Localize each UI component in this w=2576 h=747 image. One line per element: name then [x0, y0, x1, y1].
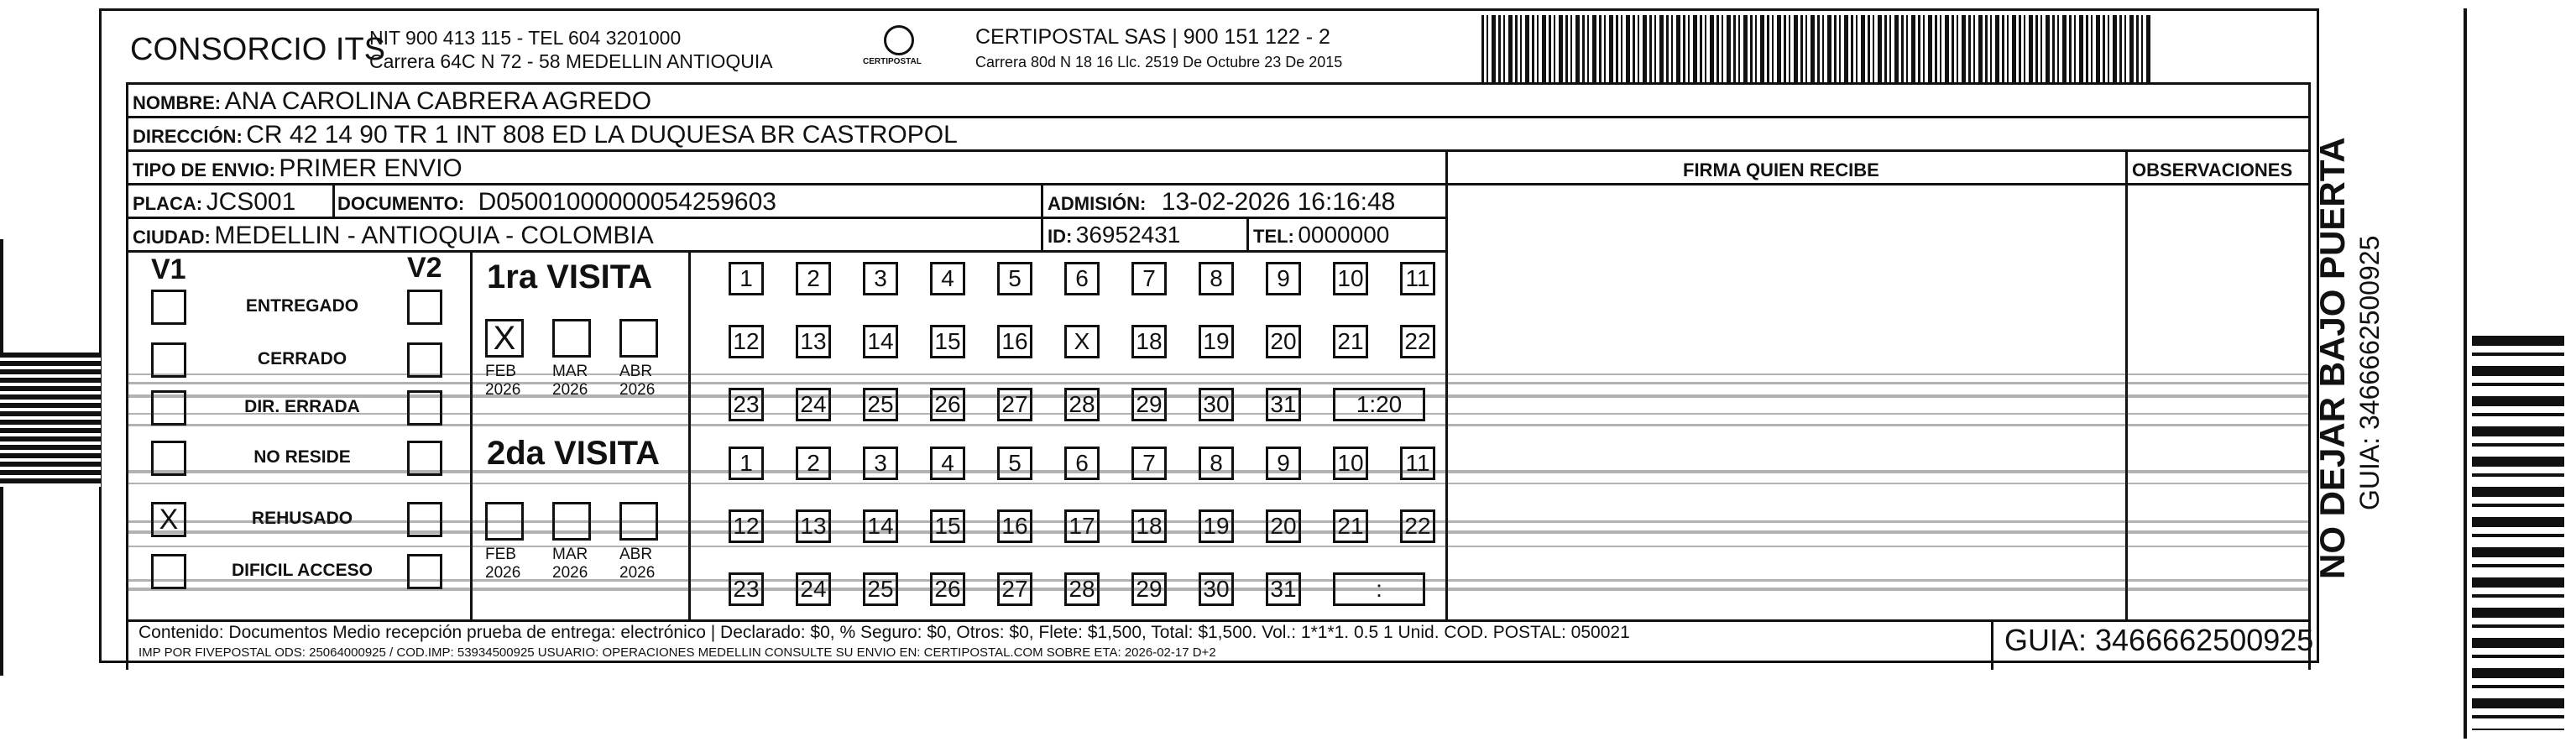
day-box[interactable]: 1	[729, 262, 764, 295]
tel-label: TEL:	[1253, 226, 1294, 247]
month-label: FEB	[485, 546, 516, 563]
day-box[interactable]: 5	[997, 447, 1032, 480]
plate-label: PLACA:	[133, 193, 203, 214]
company-info-1: NIT 900 413 115 - TEL 604 3201000	[369, 27, 682, 49]
v2-checkbox[interactable]	[407, 342, 442, 378]
city-value: MEDELLIN - ANTIOQUIA - COLOMBIA	[214, 222, 654, 249]
month-label: FEB	[485, 363, 516, 380]
day-box[interactable]: 24	[796, 388, 831, 421]
day-box[interactable]: 26	[930, 388, 965, 421]
status-option-label: CERRADO	[257, 349, 347, 368]
day-box[interactable]: 9	[1266, 447, 1301, 480]
day-box[interactable]: X	[1064, 325, 1100, 358]
year-label: 2026	[619, 381, 656, 399]
day-box[interactable]: 10	[1333, 262, 1368, 295]
tel-value: 0000000	[1298, 222, 1390, 248]
year-label: 2026	[485, 381, 521, 399]
recipient-address: CR 42 14 90 TR 1 INT 808 ED LA DUQUESA BR CASTROPOL	[246, 121, 958, 149]
day-box[interactable]: 19	[1199, 325, 1234, 358]
day-box[interactable]: 12	[729, 325, 764, 358]
day-box[interactable]: 23	[729, 572, 764, 606]
id-value: 36952431	[1075, 222, 1181, 248]
day-box[interactable]: 17	[1064, 509, 1100, 543]
v2-checkbox[interactable]	[407, 554, 442, 589]
status-option-label: DIFICIL ACCESO	[231, 561, 373, 580]
v1-checkbox[interactable]	[151, 342, 186, 378]
day-box[interactable]: 16	[997, 509, 1032, 543]
month-label: ABR	[619, 546, 653, 563]
day-box[interactable]: 2	[796, 262, 831, 295]
visit2-title: 2da VISITA	[487, 435, 660, 472]
status-option-label: DIR. ERRADA	[244, 397, 360, 416]
day-box[interactable]: 8	[1199, 447, 1234, 480]
recipient-name: ANA CAROLINA CABRERA AGREDO	[224, 87, 652, 115]
scan-artifact-left	[0, 353, 101, 487]
plate-value: JCS001	[206, 188, 296, 216]
document-label: DOCUMENTO:	[337, 193, 465, 214]
scan-line	[126, 382, 2308, 384]
company-name: CONSORCIO ITS	[130, 32, 386, 67]
barcode	[1481, 15, 2153, 82]
day-box[interactable]: 6	[1064, 447, 1100, 480]
year-label: 2026	[619, 564, 656, 582]
scan-line	[126, 424, 2308, 426]
day-box[interactable]: 25	[863, 388, 898, 421]
shipment-type: PRIMER ENVIO	[279, 154, 462, 182]
day-box[interactable]: 13	[796, 509, 831, 543]
name-label: NOMBRE:	[133, 92, 222, 113]
scan-line	[126, 394, 2308, 398]
month-label: MAR	[552, 363, 588, 380]
day-box[interactable]: 31	[1266, 572, 1301, 606]
v1-checkbox[interactable]	[151, 554, 186, 589]
scan-line	[126, 530, 2308, 534]
day-box[interactable]: 21	[1333, 509, 1368, 543]
status-option-label: REHUSADO	[251, 509, 353, 528]
day-box[interactable]: 30	[1199, 572, 1234, 606]
year-label: 2026	[552, 564, 588, 582]
scan-line	[126, 546, 2308, 547]
day-box[interactable]: 22	[1400, 509, 1435, 543]
day-box[interactable]: 27	[997, 388, 1032, 421]
company-info-2: Carrera 64C N 72 - 58 MEDELLIN ANTIOQUIA	[369, 50, 773, 72]
day-box[interactable]: 30	[1199, 388, 1234, 421]
scan-line	[126, 520, 2308, 523]
status-option-label: ENTREGADO	[245, 296, 359, 316]
city-label: CIUDAD:	[133, 227, 211, 248]
day-box[interactable]: 3	[863, 262, 898, 295]
document-value: D05001000000054259603	[478, 188, 776, 216]
day-box[interactable]: 29	[1131, 388, 1167, 421]
scan-line	[126, 374, 2308, 375]
day-box[interactable]: 11	[1400, 262, 1435, 295]
scan-line	[126, 470, 2308, 473]
day-box[interactable]: 18	[1131, 509, 1167, 543]
month-checkbox[interactable]	[552, 319, 591, 358]
address-label: DIRECCIÓN:	[133, 126, 243, 147]
status-option-label: NO RESIDE	[253, 447, 351, 467]
month-checkbox[interactable]: X	[485, 319, 524, 358]
day-box[interactable]: 28	[1064, 572, 1100, 606]
month-label: ABR	[619, 363, 653, 380]
day-box[interactable]: 29	[1131, 572, 1167, 606]
day-box[interactable]: 18	[1131, 325, 1167, 358]
day-box[interactable]: 31	[1266, 388, 1301, 421]
day-box[interactable]: 7	[1131, 447, 1167, 480]
admission-label: ADMISIÓN:	[1048, 193, 1147, 214]
day-box[interactable]: 25	[863, 572, 898, 606]
day-box[interactable]: 23	[729, 388, 764, 421]
no-dejar-warning: NO DEJAR BAJO PUERTA	[2312, 137, 2352, 579]
admission-value: 13-02-2026 16:16:48	[1161, 188, 1396, 216]
day-box[interactable]: 27	[997, 572, 1032, 606]
footer-print-info: IMP POR FIVEPOSTAL ODS: 25064000925 / COD.IMP: 53934500925 USUARIO: OPERACIONES MEDELLIN CONSULTE SU ENVIO EN: CERTIPOSTAL.COM SOBRE ETA: 2026-02-17 D+2	[138, 645, 1216, 660]
carrier-name: CERTIPOSTAL SAS | 900 151 122 - 2	[975, 25, 1330, 49]
scan-line	[126, 588, 2308, 591]
scan-line	[126, 413, 2308, 415]
day-box[interactable]: 13	[796, 325, 831, 358]
month-checkbox[interactable]	[619, 319, 658, 358]
day-box[interactable]: 16	[997, 325, 1032, 358]
day-box[interactable]: 20	[1266, 325, 1301, 358]
observations-header: OBSERVACIONES	[2132, 159, 2293, 180]
scan-artifact-right	[2472, 336, 2564, 730]
day-box[interactable]: 26	[930, 572, 965, 606]
certipostal-logo-icon	[884, 25, 914, 55]
side-guia: GUIA: 3466662500925	[2354, 235, 2385, 510]
day-box[interactable]: 22	[1400, 325, 1435, 358]
day-box[interactable]: 8	[1199, 262, 1234, 295]
year-label: 2026	[552, 381, 588, 399]
day-box[interactable]: 24	[796, 572, 831, 606]
day-box[interactable]: 5	[997, 262, 1032, 295]
visit1-title: 1ra VISITA	[487, 259, 653, 295]
day-box[interactable]: 6	[1064, 262, 1100, 295]
day-box[interactable]: :	[1333, 572, 1425, 606]
day-box[interactable]: 12	[729, 509, 764, 543]
shipment-type-label: TIPO DE ENVIO:	[133, 159, 275, 180]
day-box[interactable]: 19	[1199, 509, 1234, 543]
signature-header: FIRMA QUIEN RECIBE	[1683, 159, 1879, 180]
logo-caption: CERTIPOSTAL	[863, 57, 922, 66]
right-edge-border	[2464, 8, 2467, 739]
carrier-info: Carrera 80d N 18 16 Llc. 2519 De Octubre 23 De 2015	[975, 54, 1343, 71]
scan-line	[126, 579, 2308, 582]
v2-header: V2	[407, 252, 442, 284]
day-box[interactable]: 14	[863, 325, 898, 358]
day-box[interactable]: 1	[729, 447, 764, 480]
day-box[interactable]: 15	[930, 509, 965, 543]
v1-header: V1	[151, 253, 186, 285]
v1-checkbox[interactable]: X	[151, 502, 186, 537]
v1-checkbox[interactable]	[151, 290, 186, 325]
day-box[interactable]: 9	[1266, 262, 1301, 295]
footer-content: Contenido: Documentos Medio recepción prueba de entrega: electrónico | Declarado: $0, % Seguro: $0, Otros: $0, Flete: $1,500, Total: $1,500. Vol.: 1*1*1. 0.5 1 Unid. COD. POSTAL: 050021	[138, 623, 1630, 642]
day-box[interactable]: 2	[796, 447, 831, 480]
footer-guia: GUIA: 3466662500925	[2004, 623, 2314, 657]
day-box[interactable]: 21	[1333, 325, 1368, 358]
day-box[interactable]: 1:20	[1333, 388, 1425, 421]
day-box[interactable]: 4	[930, 262, 965, 295]
day-box[interactable]: 4	[930, 447, 965, 480]
day-box[interactable]: 10	[1333, 447, 1368, 480]
day-box[interactable]: 11	[1400, 447, 1435, 480]
year-label: 2026	[485, 564, 521, 582]
id-label: ID:	[1048, 226, 1073, 247]
scan-line	[126, 483, 2308, 484]
day-box[interactable]: 14	[863, 509, 898, 543]
day-box[interactable]: 20	[1266, 509, 1301, 543]
month-label: MAR	[552, 546, 588, 563]
day-box[interactable]: 28	[1064, 388, 1100, 421]
day-box[interactable]: 15	[930, 325, 965, 358]
v2-checkbox[interactable]	[407, 290, 442, 325]
day-box[interactable]: 3	[863, 447, 898, 480]
day-box[interactable]: 7	[1131, 262, 1167, 295]
